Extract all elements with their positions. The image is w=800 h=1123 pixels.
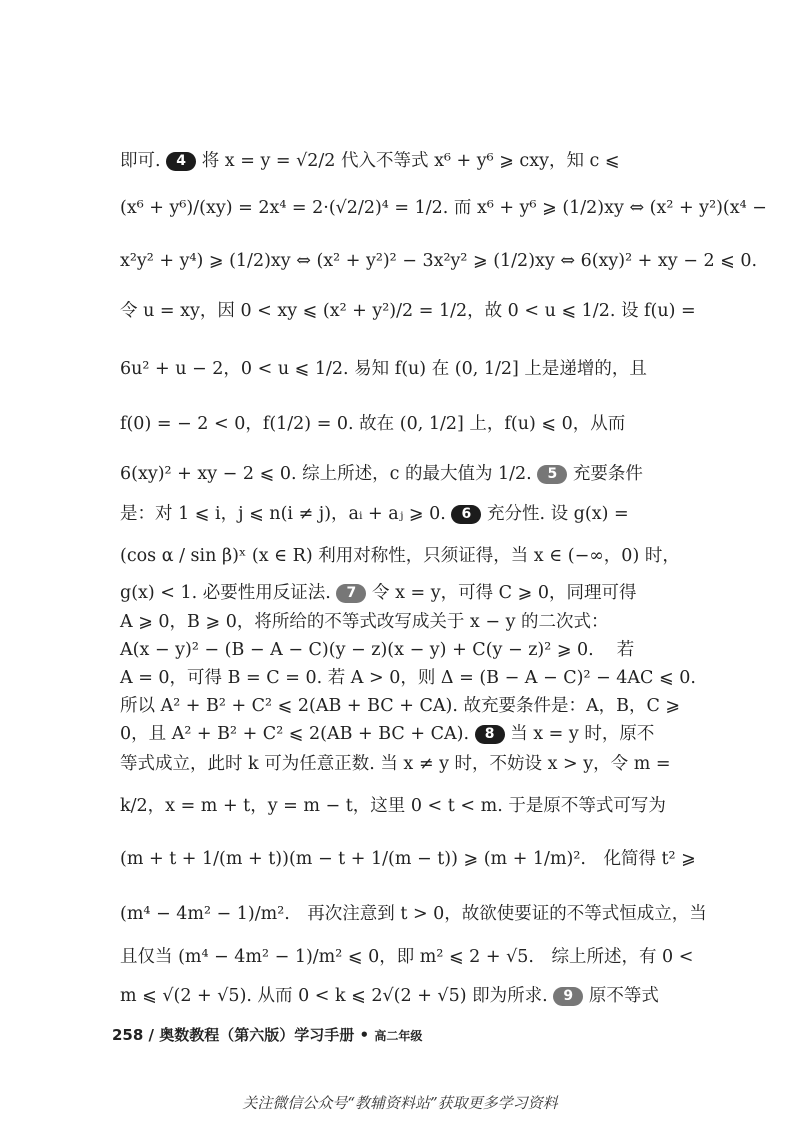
text-line-9: [120, 545, 695, 567]
text-line-8: [120, 503, 695, 525]
text-segment: 充分性. 设 g(x) =: [486, 504, 629, 524]
grade-label: 高二年级: [374, 1029, 423, 1043]
text-segment: 6(xy)² + xy − 2 ⩽ 0. 综上所述，c 的最大值为 1/2.: [120, 464, 532, 484]
text-segment: 将 x = y = √2/2 代入不等式 x⁶ + y⁶ ⩾ cxy，知 c ⩽: [201, 151, 620, 171]
text-segment: A = 0，可得 B = C = 0. 若 A > 0，则 Δ = (B − A − C)² − 4AC ⩽ 0.: [120, 668, 696, 688]
text-line-17: [120, 795, 695, 817]
text-segment: (m + t + 1/(m + t))(m − t + 1/(m − t)) ⩾ (m + 1/m)². 化简得 t² ⩾: [120, 849, 696, 869]
text-line-10: [120, 582, 695, 604]
text-line-11: [120, 611, 695, 633]
text-line-15: [120, 723, 695, 745]
problem-number-badge: 8: [475, 725, 505, 744]
text-segment: 充要条件: [572, 464, 643, 484]
text-segment: 0，且 A² + B² + C² ⩽ 2(AB + BC + CA).: [120, 724, 470, 744]
page-footer: [112, 1024, 422, 1045]
text-segment: 且仅当 (m⁴ − 4m² − 1)/m² ⩽ 0，即 m² ⩽ 2 + √5. 综上所述，有 0 <: [120, 947, 694, 967]
footer-separator: /: [148, 1026, 155, 1044]
text-segment: 原不等式: [588, 986, 659, 1006]
text-line-20: [120, 946, 695, 968]
text-line-12: [120, 639, 695, 661]
text-segment: 所以 A² + B² + C² ⩽ 2(AB + BC + CA). 故充要条件是：A，B，C ⩾: [120, 696, 681, 716]
text-segment: k/2，x = m + t，y = m − t，这里 0 < t < m. 于是原不等式可写为: [120, 796, 666, 816]
text-segment: (x⁶ + y⁶)/(xy) = 2x⁴ = 2·(√2/2)⁴ = 1/2. 而 x⁶ + y⁶ ⩾ (1/2)xy ⇔ (x² + y²)(x⁴ −: [120, 198, 767, 218]
text-line-7: [120, 463, 695, 485]
footer-dot: •: [359, 1026, 370, 1044]
problem-number-badge: 7: [336, 584, 366, 603]
text-segment: g(x) < 1. 必要性用反证法.: [120, 583, 331, 603]
text-line-5: [120, 358, 695, 380]
text-segment: (cos α / sin β)ˣ (x ∈ R) 利用对称性，只须证得，当 x ∈ (−∞，0) 时，: [120, 546, 680, 566]
problem-number-badge: 6: [451, 505, 481, 524]
problem-number-badge: 4: [166, 152, 196, 171]
text-line-21: [120, 985, 695, 1007]
text-segment: (m⁴ − 4m² − 1)/m². 再次注意到 t > 0，故欲使要证的不等式恒成立，当: [120, 904, 707, 924]
text-segment: A(x − y)² − (B − A − C)(y − z)(x − y) + C(y − z)² ⩾ 0. 若: [120, 640, 635, 660]
text-line-1: [120, 150, 695, 172]
text-line-6: [120, 413, 695, 435]
page-number: 258: [112, 1026, 144, 1044]
text-segment: 是：对 1 ⩽ i，j ⩽ n(i ≠ j)，aᵢ + aⱼ ⩾ 0.: [120, 504, 446, 524]
problem-number-badge: 9: [553, 987, 583, 1006]
text-segment: m ⩽ √(2 + √5). 从而 0 < k ⩽ 2√(2 + √5) 即为所求.: [120, 986, 548, 1006]
text-line-14: [120, 695, 695, 717]
text-segment: A ⩾ 0，B ⩾ 0，将所给的不等式改写成关于 x − y 的二次式：: [120, 612, 609, 632]
text-segment: 6u² + u − 2，0 < u ⩽ 1/2. 易知 f(u) 在 (0, 1/2] 上是递增的，且: [120, 359, 647, 379]
text-segment: 即可.: [120, 151, 161, 171]
text-line-16: [120, 753, 695, 775]
text-line-4: [120, 300, 695, 322]
text-line-2: [120, 197, 767, 219]
problem-number-badge: 5: [537, 465, 567, 484]
text-line-19: [120, 903, 707, 925]
text-line-3: [120, 250, 758, 272]
book-title: 奥数教程（第六版）学习手册: [159, 1026, 355, 1044]
text-segment: 令 u = xy，因 0 < xy ⩽ (x² + y²)/2 = 1/2，故 0 < u ⩽ 1/2. 设 f(u) =: [120, 301, 696, 321]
text-line-18: [120, 848, 695, 870]
text-segment: x²y² + y⁴) ⩾ (1/2)xy ⇔ (x² + y²)² − 3x²y² ⩾ (1/2)xy ⇔ 6(xy)² + xy − 2 ⩽ 0.: [120, 251, 758, 271]
text-segment: 令 x = y，可得 C ⩾ 0，同理可得: [372, 583, 637, 603]
watermark-text: 关注微信公众号“教辅资料站”获取更多学习资料: [242, 1094, 558, 1112]
text-segment: f(0) = − 2 < 0，f(1/2) = 0. 故在 (0, 1/2] 上，f(u) ⩽ 0，从而: [120, 414, 626, 434]
text-segment: 当 x = y 时，原不: [510, 724, 655, 744]
text-line-13: [120, 667, 695, 689]
text-segment: 等式成立，此时 k 可为任意正数. 当 x ≠ y 时，不妨设 x > y，令 m =: [120, 754, 671, 774]
